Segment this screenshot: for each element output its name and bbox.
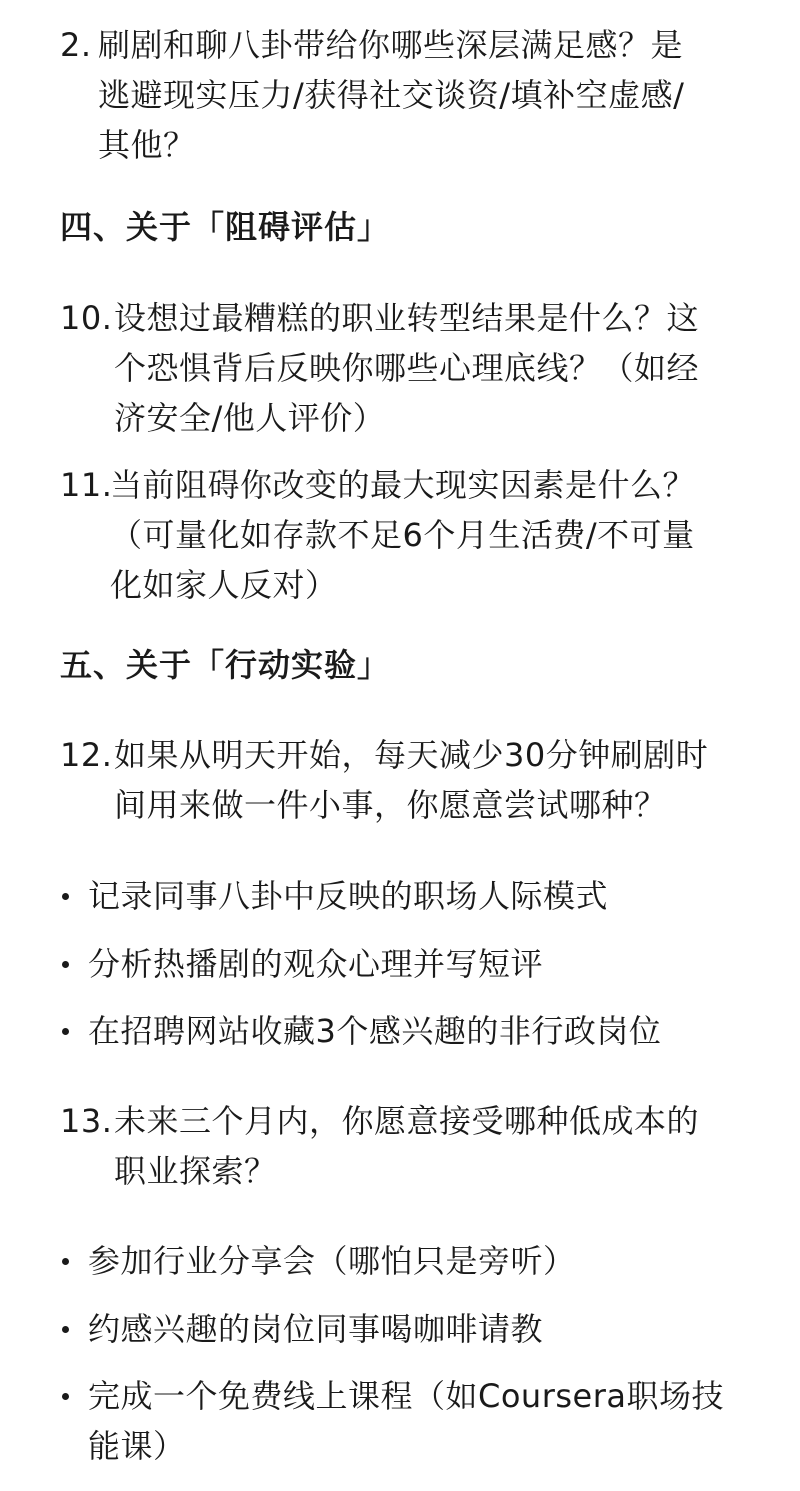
list-item-text: 完成一个免费线上课程（如Coursera职场技 — [88, 1377, 724, 1415]
question-text-line: 设想过最糟糕的职业转型结果是什么？这 — [114, 299, 700, 337]
question-text-line: 逃避现实压力/获得社交谈资/填补空虚感/ — [98, 76, 685, 114]
question-text-line: （可量化如存款不足6个月生活费/不可量 — [110, 516, 695, 554]
list-item-text: 约感兴趣的岗位同事喝咖啡请教 — [88, 1310, 544, 1348]
question-text-line: 间用来做一件小事，你愿意尝试哪种？ — [114, 786, 667, 824]
question-number: 13. — [60, 1102, 113, 1140]
bullet-dot-icon — [62, 1258, 69, 1265]
question-text-line: 如果从明天开始，每天减少30分钟刷剧时 — [114, 736, 709, 774]
bullet-dot-icon — [62, 893, 69, 900]
question-text-line: 未来三个月内，你愿意接受哪种低成本的 — [114, 1102, 700, 1140]
list-item-text: 参加行业分享会（哪怕只是旁听） — [88, 1242, 576, 1280]
question-number: 11. — [60, 466, 113, 504]
section-heading-obstacles: 四、关于「阻碍评估」 — [60, 208, 391, 246]
list-item-text: 记录同事八卦中反映的职场人际模式 — [88, 877, 609, 915]
question-number: 10. — [60, 299, 113, 337]
question-text-line: 职业探索？ — [114, 1152, 277, 1190]
bullet-dot-icon — [62, 1326, 69, 1333]
section-heading-action-experiments: 五、关于「行动实验」 — [60, 646, 391, 684]
question-text-line: 个恐惧背后反映你哪些心理底线？（如经 — [114, 349, 700, 387]
question-number: 12. — [60, 736, 113, 774]
question-text-line: 化如家人反对） — [110, 566, 338, 604]
list-item-text: 在招聘网站收藏3个感兴趣的非行政岗位 — [88, 1012, 662, 1050]
bullet-dot-icon — [62, 1393, 69, 1400]
question-number: 2. — [60, 26, 92, 64]
list-item-text: 分析热播剧的观众心理并写短评 — [88, 945, 544, 983]
question-text-line: 济安全/他人评价） — [114, 399, 386, 437]
question-text-line: 刷剧和聊八卦带给你哪些深层满足感？是 — [98, 26, 684, 64]
list-item-text: 能课） — [88, 1427, 186, 1465]
bullet-dot-icon — [62, 961, 69, 968]
question-text-line: 当前阻碍你改变的最大现实因素是什么？ — [110, 466, 696, 504]
question-text-line: 其他？ — [98, 126, 196, 164]
bullet-dot-icon — [62, 1028, 69, 1035]
